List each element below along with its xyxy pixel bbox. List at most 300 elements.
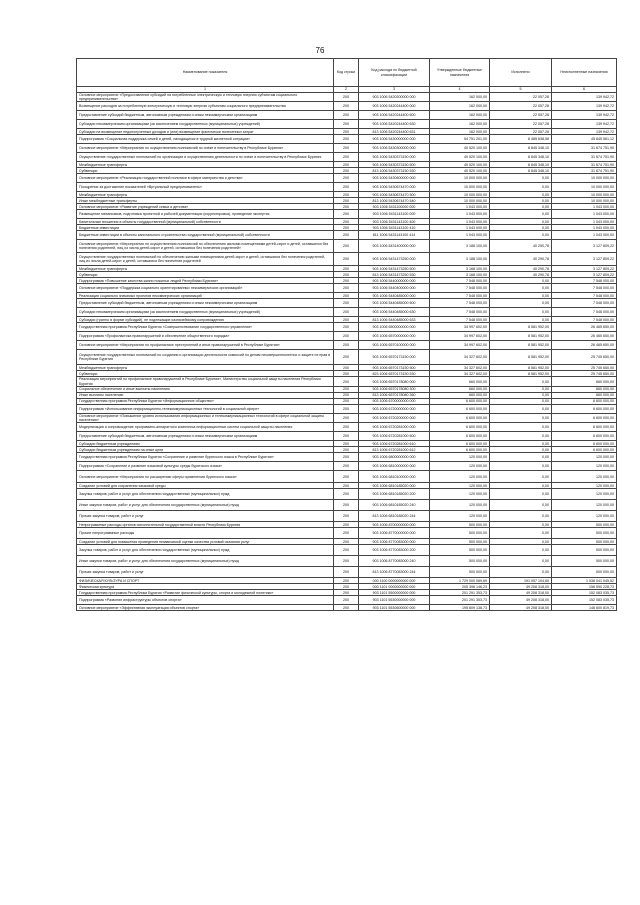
table-row-executed: 8 485 638,58 [490,135,552,144]
table-row-approved: 6 600 000,00 [430,413,490,422]
table-row-code: 200 [334,462,359,471]
table-row-classification: 903 1006 6700000000 000 [359,398,430,404]
table-row-name: Капитальные вложения в объекты государственной (муниципальной) собственности [77,219,334,225]
table-row-name: Осуществление государственных полномочий по обеспечению жилыми помещениями детей-сирот и детей, оставшихся без попечения родителей, лиц из числа детей-сирот и детей, оставшихся без попечения родителей [77,253,334,266]
table-row-unexecuted: 3 127 809,22 [552,253,617,266]
table-row-classification: 813 1006 6810185020 244 [359,511,430,522]
table-row-classification: 903 1006 5430674470 000 [359,183,430,192]
table-row-approved: 500 000,00 [430,528,490,539]
table-row-classification: 813 1006 5431473250 530 [359,272,430,278]
table-row-executed: 22 057,28 [490,102,552,111]
table-row-executed: 191 057 104,60 [490,578,552,584]
table-row-unexecuted: 500 000,00 [552,528,617,539]
table-row-approved: 3 188 100,00 [430,253,490,266]
table-row-classification: 903 1006 6810100000 000 [359,471,430,483]
table-row-name: Иные межбюджетные трансферты [77,198,334,204]
table-row-classification: 903 1006 5420200000 000 [359,93,430,102]
table-row-classification: 903 1006 5440485000 630 [359,308,430,317]
table-row-executed: 0,00 [490,453,552,462]
table-row-name: Подпрограмма «Использование информационно-телекоммуникационных технологий в социальной сфере» [77,404,334,413]
header-classification: Код расхода по бюджетной классификации [359,59,430,87]
table-row [77,144,617,153]
table-row-classification: 903 1006 6720281000 610 [359,441,430,447]
table-row [77,93,617,102]
table-row-unexecuted: 31 674 751,90 [552,162,617,168]
table-row-name: Предоставление субсидий бюджетным, автономным учреждениям и иным некоммерческим организациям [77,299,334,308]
table-row [77,120,617,129]
table-row-approved: 162 000,00 [430,111,490,120]
table-row-unexecuted: 500 000,00 [552,567,617,578]
table-row-classification: 903 1006 5431143100 410 [359,225,430,231]
table-row [77,174,617,183]
table-row-unexecuted: 6 600 000,00 [552,423,617,432]
table-row-unexecuted: 660 000,00 [552,377,617,386]
table-row-classification: 903 1006 6570173150 500 [359,365,430,371]
table-row-code: 200 [334,605,359,611]
table-row-approved: 7 548 000,00 [430,284,490,293]
table-row-code: 200 [334,278,359,284]
table-row [77,545,617,556]
header-unexecuted: Неисполненные назначения [552,59,617,87]
table-row-approved: 660 000,00 [430,392,490,398]
table-row-classification: 903 1006 5440000000 000 [359,278,430,284]
table-row-unexecuted: 31 674 751,90 [552,144,617,153]
table-row-code: 200 [334,266,359,272]
table-row-unexecuted: 7 548 000,00 [552,284,617,293]
table-row-executed: 8 845 348,10 [490,153,552,162]
table-row [77,413,617,422]
table-row-code: 200 [334,350,359,365]
table-row-code: 200 [334,198,359,204]
table-row-unexecuted: 660 000,00 [552,386,617,392]
table-row-code: 200 [334,432,359,441]
table-row-name: Иные выплаты населению [77,392,334,398]
table-row-executed: 8 845 348,10 [490,144,552,153]
table-row-classification: 903 1006 6570178080 000 [359,377,430,386]
table-row-executed: 0,00 [490,210,552,219]
table-row [77,596,617,605]
table-row [77,308,617,317]
table-row-name: Бюджетные инвестиции в объекты капитального строительства государственной (муниципальной) собственности [77,231,334,240]
table-row-code: 200 [334,225,359,231]
table-row-name: Основное мероприятие «Эффективная эксплуатация объектов спорта» [77,605,334,611]
table-row-code: 200 [334,153,359,162]
table-row-classification: 903 1006 6810185020 240 [359,500,430,511]
table-row-approved: 7 548 000,00 [430,308,490,317]
table-row-approved: 3 188 100,00 [430,240,490,253]
table-row-approved: 40 520 100,00 [430,162,490,168]
table-row-unexecuted: 6 600 000,00 [552,432,617,441]
table-row-unexecuted: 120 000,00 [552,453,617,462]
table-row-code: 200 [334,483,359,489]
table-row-unexecuted: 45 845 561,12 [552,135,617,144]
table-row-executed: 0,00 [490,231,552,240]
table-row-name: Государственная программа Республики Бурятия «Совершенствование государственного управления» [77,323,334,332]
table-row-executed: 40 290,78 [490,240,552,253]
table-row-unexecuted: 7 548 000,00 [552,293,617,299]
table-row-approved: 1 729 000 089,69 [430,578,490,584]
table-row-approved: 660 000,00 [430,386,490,392]
table-row-name: Создание условий для повышения проведения независимой оценки качества условий оказания услуг [77,539,334,545]
table-row-approved: 34 327 602,00 [430,371,490,377]
table-row-approved: 10 000 000,00 [430,192,490,198]
table-row-name: Основное мероприятие «Мероприятия по профилактике преступлений и иных правонарушений в Республике Бурятия» [77,341,334,350]
table-row-code: 200 [334,293,359,299]
table-row-name: Субвенции [77,371,334,377]
table-row-classification: 903 1006 6570000000 000 [359,332,430,341]
table-row-classification: 903 1006 6810185020 200 [359,489,430,500]
table-row-code: 200 [334,447,359,453]
table-row-approved: 500 000,00 [430,545,490,556]
table-row-name: Поощрение за достижение показателей «Вртуальный предприниматель» [77,183,334,192]
table-row-name: Возмещение расходов за потребленную электрическую и тепловую энергию субъектам социального предпринимательства [77,102,334,111]
table-row-unexecuted: 6 600 000,00 [552,447,617,453]
table-row-classification: 903 1101 5530600000 000 [359,605,430,611]
table-row-unexecuted: 26 465 650,00 [552,332,617,341]
table-row-name: Прочая закупка товаров, работ и услуг [77,511,334,522]
column-number: 4 [430,87,490,93]
table-row-code: 200 [334,102,359,111]
table-row-approved: 205 396 146,23 [430,584,490,590]
table-row-unexecuted: 120 000,00 [552,462,617,471]
table-row [77,253,617,266]
table-row [77,240,617,253]
table-row [77,500,617,511]
table-row-approved: 120 000,00 [430,511,490,522]
table-row-name: Субвенции [77,272,334,278]
table-row-classification: 903 1006 5420244400 000 [359,102,430,111]
table-row-executed: 49 208 318,00 [490,605,552,611]
table-row-code: 200 [334,404,359,413]
table-row-unexecuted: 7 548 000,00 [552,278,617,284]
table-row-classification: 903 1006 6720281000 600 [359,432,430,441]
table-row-name: Иные закупки товаров, работ и услуг для обеспечения государственных (муниципальных) нужд [77,500,334,511]
table-row-code: 200 [334,240,359,253]
table-row-executed: 49 208 318,00 [490,596,552,605]
table-row-classification: 903 1006 5430373150 000 [359,153,430,162]
table-row-classification: 903 1006 6720200000 000 [359,413,430,422]
table-row-executed: 22 057,28 [490,129,552,135]
table-row-approved: 120 000,00 [430,500,490,511]
table-row-classification: 903 1006 8700000000 000 [359,522,430,528]
table-row-unexecuted: 25 745 650,00 [552,365,617,371]
table-row-executed: 8 581 952,00 [490,365,552,371]
table-row-classification: 903 1006 6720281000 000 [359,423,430,432]
table-row-approved: 120 000,00 [430,483,490,489]
table-row-classification: 903 1006 8770083000 240 [359,556,430,567]
table-row-classification: 903 1006 5431473250 500 [359,266,430,272]
page-number: 76 [315,46,325,55]
table-row-code: 200 [334,500,359,511]
table-row-classification: 903 1006 5440400000 000 [359,284,430,293]
table-row-name: Межбюджетные трансферты [77,192,334,198]
table-row-classification: 903 1006 6570173150 000 [359,350,430,365]
table-row-unexecuted: 7 548 000,00 [552,299,617,308]
table-row [77,423,617,432]
table-row-executed: 0,00 [490,462,552,471]
table-row-approved: 1 043 000,00 [430,219,490,225]
table-row-executed: 0,00 [490,483,552,489]
table-row-code: 200 [334,284,359,293]
table-row-classification: 903 1006 5430000000 000 [359,135,430,144]
table-row-approved: 34 997 602,00 [430,323,490,332]
table-row-executed: 8 581 952,00 [490,332,552,341]
table-row-approved: 162 000,00 [430,120,490,129]
table-row-name: Закупка товаров, работ и услуг для обеспечения государственных (муниципальных) нужд [77,545,334,556]
table-row-code: 200 [334,556,359,567]
table-row [77,605,617,611]
table-row-classification: 813 1006 5440485000 633 [359,317,430,323]
table-row-classification: 903 1006 5431143100 400 [359,219,430,225]
table-row-name: Основное мероприятие «Мероприятия по осуществлению полномочий по обеспечению жилыми помещениями детей-сирот и детей, оставшихся без попечения родителей, лиц из числа детей-сирот и детей, оставшихся без попечения родителей» [77,240,334,253]
table-row [77,471,617,483]
table-row-unexecuted: 500 000,00 [552,522,617,528]
table-row-executed: 40 290,78 [490,266,552,272]
table-row-name: Субвенции [77,168,334,174]
table-row-unexecuted: 25 745 650,00 [552,350,617,365]
table-row-name: Субсидии (гранты в форме субсидий), не подлежащие казначейскому сопровождению [77,317,334,323]
table-row-unexecuted: 139 942,72 [552,120,617,129]
table-row-unexecuted: 6 600 000,00 [552,398,617,404]
table-row-executed: 0,00 [490,284,552,293]
table-row-executed: 8 581 952,00 [490,371,552,377]
table-row-approved: 3 168 100,00 [430,272,490,278]
table-row-code: 200 [334,567,359,578]
table-row-approved: 500 000,00 [430,556,490,567]
table-row-name: Государственная программа Республики Бурятия «Развитие физической культуры, спорта и молодежной политики» [77,590,334,596]
table-row-executed: 0,00 [490,225,552,231]
table-row-code: 200 [334,144,359,153]
column-number: 5 [490,87,552,93]
table-row-approved: 6 600 000,00 [430,398,490,404]
table-row-code: 200 [334,183,359,192]
table-row-code: 200 [334,341,359,350]
table-row-classification: 903 1006 5430600000 000 [359,174,430,183]
table-row-code: 200 [334,489,359,500]
table-row-approved: 54 751 201,00 [430,135,490,144]
table-row-name: Подпрограмма «Социальная поддержка семей и детей, находящихся в трудной жизненной ситуации» [77,135,334,144]
table-row [77,284,617,293]
table-row-code: 200 [334,398,359,404]
table-row-code: 200 [334,545,359,556]
table-row-code: 200 [334,365,359,371]
table-row-classification: 903 1101 5500000000 000 [359,590,430,596]
table-row-name: Реализация мероприятий по профилактике правонарушений в Республике Бурятия», Министерство социальной защиты населения Республики Бурятия [77,377,334,386]
table-row-code: 200 [334,272,359,278]
table-row [77,462,617,471]
table-row-classification: 903 1006 5430674470 500 [359,192,430,198]
table-row-code: 200 [334,135,359,144]
table-row-approved: 6 600 000,00 [430,404,490,413]
table-row-approved: 7 548 000,00 [430,293,490,299]
table-row-name: Субсидии некоммерческим организациям (за исключением государственных (муниципальных) учреждений) [77,120,334,129]
table-row-name: Субсидии бюджетным учреждениям [77,441,334,447]
table-row-approved: 34 997 602,00 [430,332,490,341]
table-row-classification: 903 1006 5431473250 000 [359,253,430,266]
table-row-code: 200 [334,168,359,174]
table-row-code: 200 [334,596,359,605]
table-row-executed: 0,00 [490,308,552,317]
table-row-unexecuted: 139 942,72 [552,111,617,120]
table-row-code: 200 [334,323,359,332]
table-row-executed: 0,00 [490,441,552,447]
table-row-classification: 903 1006 6810000000 000 [359,462,430,471]
table-row-approved: 500 000,00 [430,539,490,545]
table-row-approved: 120 000,00 [430,453,490,462]
table-row-unexecuted: 120 000,00 [552,471,617,483]
table-row-unexecuted: 3 127 809,22 [552,266,617,272]
table-row-approved: 6 600 000,00 [430,447,490,453]
table-row-approved: 34 327 602,00 [430,365,490,371]
table-row-approved: 40 520 100,00 [430,168,490,174]
table-row-code: 200 [334,210,359,219]
table-row-unexecuted: 1 043 000,00 [552,204,617,210]
header-code: Код строки [334,59,359,87]
table-row-unexecuted: 120 000,00 [552,489,617,500]
table-row-unexecuted: 3 127 809,22 [552,240,617,253]
table-row-classification: 813 1006 5430674470 540 [359,198,430,204]
table-row-code: 200 [334,423,359,432]
table-row-code: 200 [334,317,359,323]
table-row-code: 200 [334,578,359,584]
table-row-approved: 201 291 353,73 [430,590,490,596]
table-row-executed: 0,00 [490,219,552,225]
table-row-executed: 0,00 [490,522,552,528]
table-row-unexecuted: 1 043 000,00 [552,231,617,240]
table-row-executed: 0,00 [490,432,552,441]
table-row [77,299,617,308]
table-row-name: Подпрограмма «Развитие инфраструктуры объектов спорта» [77,596,334,605]
table-row-name: Межбюджетные трансферты [77,162,334,168]
table-row-executed: 0,00 [490,404,552,413]
table-row-executed: 0,00 [490,398,552,404]
table-row-name: Государственная программа Республики Бурятия «Сохранение и развитие бурятского языка в Республике Бурятия» [77,453,334,462]
table-row-code: 200 [334,111,359,120]
table-row-code: 200 [334,584,359,590]
table-row-unexecuted: 139 942,72 [552,93,617,102]
table-row-approved: 7 548 000,00 [430,317,490,323]
table-row-executed: 0,00 [490,192,552,198]
table-row-executed: 0,00 [490,539,552,545]
table-row-approved: 34 327 602,00 [430,350,490,365]
table-row-approved: 162 000,00 [430,102,490,111]
table-row-executed: 0,00 [490,198,552,204]
table-row-code: 200 [334,590,359,596]
table-row [77,528,617,539]
table-row-approved: 34 997 602,00 [430,341,490,350]
header-executed: Исполнено [490,59,552,87]
table-row-classification: 903 1006 6570100000 000 [359,341,430,350]
table-row-code: 200 [334,253,359,266]
table-row-unexecuted: 120 000,00 [552,511,617,522]
table-row [77,332,617,341]
table-row-executed: 0,00 [490,299,552,308]
table-row-approved: 120 000,00 [430,462,490,471]
table-row-executed: 8 845 348,10 [490,162,552,168]
table-row [77,210,617,219]
table-row-unexecuted: 31 674 751,90 [552,168,617,174]
table-row-name: Осуществление государственных полномочий по организации и осуществлению деятельности по опеке и попечительству в Республике Бурятия [77,153,334,162]
table-row-code: 200 [334,528,359,539]
table-row-name: Основное мероприятие «Повышение уровня использования информационных и телекоммуникационных технологий в сфере социальной защиты населения» [77,413,334,422]
table-row-unexecuted: 156 590 228,73 [552,584,617,590]
table-row-classification: 903 1006 6500000000 000 [359,323,430,332]
table-row-approved: 7 548 000,00 [430,278,490,284]
table-row-code: 200 [334,204,359,210]
table-row-executed: 0,00 [490,545,552,556]
table-row-unexecuted: 7 548 000,00 [552,308,617,317]
table-row-unexecuted: 26 465 650,00 [552,323,617,332]
table-row-name: Субсидии на возмещение недополученных доходов и (или) возмещение фактически понесенных затрат [77,129,334,135]
table-row-executed: 0,00 [490,500,552,511]
table-row-name: ФИЗИЧЕСКАЯ КУЛЬТУРА И СПОРТ [77,578,334,584]
table-row-unexecuted: 6 600 000,00 [552,441,617,447]
table-row-code: 200 [334,93,359,102]
header-approved: Утвержденные бюджетные назначения [430,59,490,87]
table-row-approved: 120 000,00 [430,489,490,500]
table-row [77,377,617,386]
table-row-classification: 903 1006 5440485000 000 [359,293,430,299]
table-row-name: Субсидии бюджетным учреждениям на иные цели [77,447,334,453]
table-row-code: 200 [334,471,359,483]
table-row-classification: 903 1006 8770083000 000 [359,539,430,545]
table-row-approved: 40 520 100,00 [430,144,490,153]
table-row-executed: 0,00 [490,204,552,210]
table-row-name: Предоставление субсидий бюджетным, автономным учреждениям и иным некоммерческим организациям [77,432,334,441]
table-row-name: Основное мероприятие «Предоставление субсидий на потребленные электрическую и тепловую энергию субъектам социального предпринимательства» [77,93,334,102]
table-row-code: 200 [334,174,359,183]
table-row-executed: 0,00 [490,174,552,183]
table-row-code: 200 [334,511,359,522]
column-number: 6 [552,87,617,93]
table-row-unexecuted: 31 674 751,90 [552,153,617,162]
table-row-name: Прочие непрограммные расходы [77,528,334,539]
table-row-executed: 0,00 [490,317,552,323]
table-row [77,231,617,240]
budget-execution-table [76,58,617,611]
table-row-classification: 000 1100 0000000000 000 [359,578,430,584]
table-row-executed: 0,00 [490,567,552,578]
table-row-code: 200 [334,539,359,545]
table-row-code: 200 [334,392,359,398]
table-row [77,183,617,192]
table-row-executed: 49 208 318,00 [490,584,552,590]
table-row-executed: 0,00 [490,183,552,192]
table-row-name: Прочая закупка товаров, работ и услуг [77,567,334,578]
table-row-code: 200 [334,299,359,308]
table-row-classification: 903 1006 5420244400 600 [359,111,430,120]
table-row-approved: 1 043 000,00 [430,225,490,231]
table-row-name: Осуществление государственных полномочий по созданию и организации деятельности комиссий по делам несовершеннолетних и защите их прав в Республике Бурятия [77,350,334,365]
table-row-name: Непрограммные расходы органов исполнительной государственной власти Республики Бурятия [77,522,334,528]
table-row-name: Закупка товаров, работ и услуг для обеспечения государственных (муниципальных) нужд [77,489,334,500]
table-row-name: Бюджетные инвестиции [77,225,334,231]
table-row-classification: 903 1006 5430373150 500 [359,162,430,168]
table-row-name: Реализация социально значимых проектов некоммерческих организаций [77,293,334,299]
table-row-executed: 0,00 [490,278,552,284]
table-row-approved: 195 809 138,73 [430,605,490,611]
table-row-unexecuted: 660 000,00 [552,392,617,398]
table-body [77,93,617,611]
table-row-name: Подпрограмма «Сохранение и развитие языковой культуры среды бурятского языка» [77,462,334,471]
table-row [77,556,617,567]
table-row-code: 200 [334,219,359,225]
table-row-classification: 903 1006 8770083000 200 [359,545,430,556]
table-row-unexecuted: 10 000 000,00 [552,183,617,192]
table-row-approved: 1 043 000,00 [430,210,490,219]
table-row-code: 200 [334,441,359,447]
table-row [77,102,617,111]
